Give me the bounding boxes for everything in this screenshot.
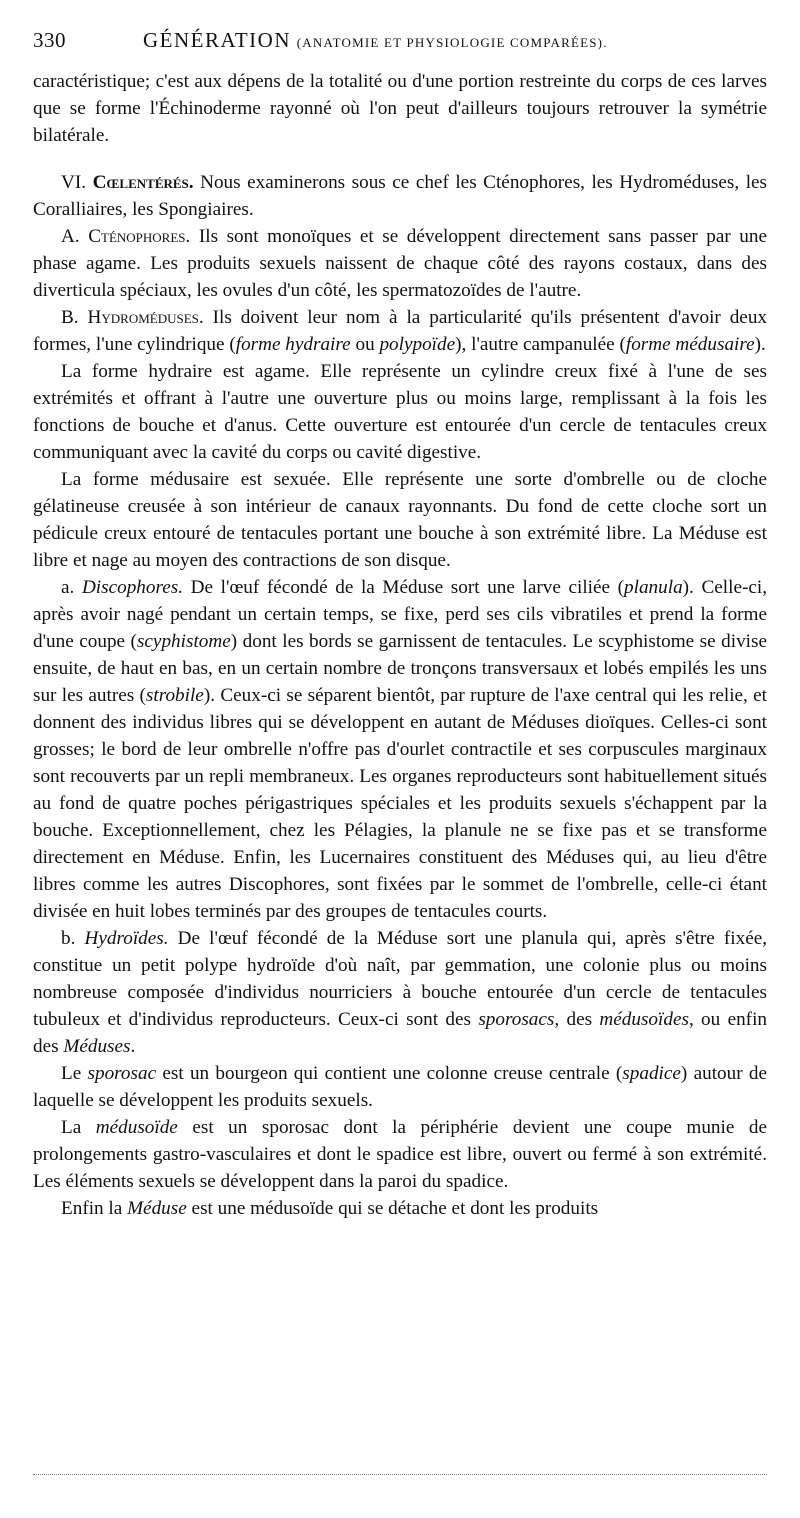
italic-term: médusoïde [95,1117,178,1138]
paragraph-text: La forme médusaire est sexuée. Elle représente une sorte d'ombrelle ou de cloche gélatineuse creusée à son intérieur de canaux rayonnants. Du fond de cette cloche sort un pédicule creux entouré de tentacules portant une bouche à son extrémité libre. La Méduse est libre et nage au moyen des contractions de son disque. [33,469,767,571]
paragraph-text: La [61,1117,96,1138]
italic-term: forme hydraire [235,334,351,355]
paragraph-hydromeduses [33,304,767,358]
paragraph-forme-medusaire [33,466,767,574]
italic-term: forme médusaire [625,334,755,355]
section-heading: Cœlentérés. [92,172,194,193]
paragraph-echinoderm-end [33,68,767,149]
paragraph-meduse [33,1195,767,1222]
paragraph-text: est un bourgeon qui contient une colonne creuse centrale ( [156,1063,623,1084]
subsection-letter: a. [61,577,75,598]
paragraph-coelenteres [33,169,767,223]
italic-term: scyphistome [136,631,231,652]
subsection-heading: Hydroméduses. [87,307,204,328]
italic-term: planula [624,577,683,598]
paragraph-text: La forme hydraire est agame. Elle représente un cylindre creux fixé à l'une de ses extrémités et offrant à l'autre une ouverture plus ou moins large, remplissant à la fois les fonctions de bouche et d'anus. Cette ouverture est entourée d'un cercle de tentacules creux communiquant avec la cavité du corps ou cavité digestive. [33,361,767,463]
paragraph-text: est un sporosac dont la périphérie devient une coupe munie de prolongements gastro-vasculaires et dont le spadice est libre, ouvert ou fermé à son extrémité. Les éléments sexuels se développent dans la paroi du spadice. [33,1117,767,1192]
paragraph-text: Ils sont monoïques et se développent directement sans passer par une phase agame. Les produits sexuels naissent de chaque côté des rayons costaux, dans des diverticula spéciaux, les ovules d'un côté, les spermatozoïdes de l'autre. [33,226,768,301]
page-body [33,68,767,1222]
paragraph-text: Nous examinerons sous ce chef les Cténophores, les Hydroméduses, les Coralliaires, les Spongiaires. [33,172,768,220]
subsection-letter: b. [61,928,76,949]
running-header [33,28,767,68]
italic-term: Méduse [127,1198,187,1219]
paragraph-text: ). [754,334,766,355]
paragraph-text: ) dont les bords se garnissent de tentacules. Le scyphistome se divise ensuite, de haut en bas, en un certain nombre de tronçons transversaux et lobés empilés les uns sur les autres ( [33,631,767,706]
italic-term: Méduses [63,1036,131,1057]
paragraph-text: ) autour de laquelle se développent les produits sexuels. [33,1063,767,1111]
paragraph-sporosac [33,1060,767,1114]
subsection-heading: Hydroïdes. [84,928,169,949]
paragraph-text: ), l'autre campanulée ( [455,334,626,355]
italic-term: médusoïdes [599,1009,689,1030]
subsection-heading: Cténophores. [88,226,191,247]
italic-term: sporosacs [478,1009,555,1030]
paragraph-text: est une médusoïde qui se détache et dont les produits [186,1198,599,1219]
header-subtitle: (ANATOMIE ET PHYSIOLOGIE COMPARÉES). [296,35,608,50]
paragraph-text: , ou enfin des [33,1009,767,1057]
italic-term: sporosac [87,1063,157,1084]
paragraph-text: ou [350,334,380,355]
paragraph-text: caractéristique; c'est aux dépens de la totalité ou d'une portion restreinte du corps de ces larves que se forme l'Échinoderme rayonné où l'on peut d'ailleurs toujours retrouver la symétrie bilatérale. [33,71,767,146]
paragraph-hydroides [33,925,767,1060]
italic-term: strobile [145,685,204,706]
subsection-heading: Discophores. [81,577,184,598]
paragraph-text: De l'œuf fécondé de la Méduse sort une planula qui, après s'être fixée, constitue un petit polype hydroïde d'où naît, par gemmation, une colonie plus ou moins nombreuse composée d'individus nourriciers à bouche entourée d'un cercle de tentacules tubuleux et d'individus reproducteurs. Ceux-ci sont des [33,928,768,1030]
paragraph-text: De l'œuf fécondé de la Méduse sort une larve ciliée ( [190,577,625,598]
paragraph-text: ). Ceux-ci se séparent bientôt, par rupture de l'axe central qui les relie, et donnent des individus libres qui se développent en autant de Méduses dioïques. Celles-ci sont grosses; le bord de leur ombrelle n'offre pas d'ourlet contractile et ses corpuscules marginaux sont recouverts par un repli membraneux. Les organes reproducteurs sont habituellement situés au fond de quatre poches périgastriques spéciales et les produits sexuels s'échappent par la bouche. Exceptionnellement, chez les Pélagies, la planule ne se fixe pas et se transforme directement en Méduse. Enfin, les Lucernaires constituent des Méduses qui, au lieu d'être libres comme les autres Discophores, sont fixées par le sommet de l'ombrelle, celle-ci étant divisée en huit lobes terminés par des groupes de tentacules courts. [33,685,767,922]
paragraph-text: Le [61,1063,88,1084]
section-number: VI. [61,172,87,193]
paragraph-discophores [33,574,767,925]
book-page [33,28,767,1222]
page-number: 330 [33,28,66,52]
paragraph-text: , des [554,1009,600,1030]
paragraph-text: ). Celle-ci, après avoir nagé pendant un certain temps, se fixe, perd ses cils vibratiles et prend la forme d'une coupe ( [33,577,768,652]
paragraph-forme-hydraire [33,358,767,466]
paragraph-text: . [130,1036,136,1057]
subsection-letter: B. [61,307,79,328]
paragraph-medusoide [33,1114,767,1195]
header-title: GÉNÉRATION [143,28,291,52]
paragraph-text: Ils doivent leur nom à la particularité qu'ils présentent d'avoir deux formes, l'une cylindrique ( [33,307,768,355]
paragraph-text: Enfin la [61,1198,128,1219]
subsection-letter: A. [61,226,80,247]
footer-dotted-rule [33,1474,767,1475]
paragraph-ctenophores [33,223,767,304]
italic-term: spadice [622,1063,681,1084]
italic-term: polypoïde [379,334,456,355]
